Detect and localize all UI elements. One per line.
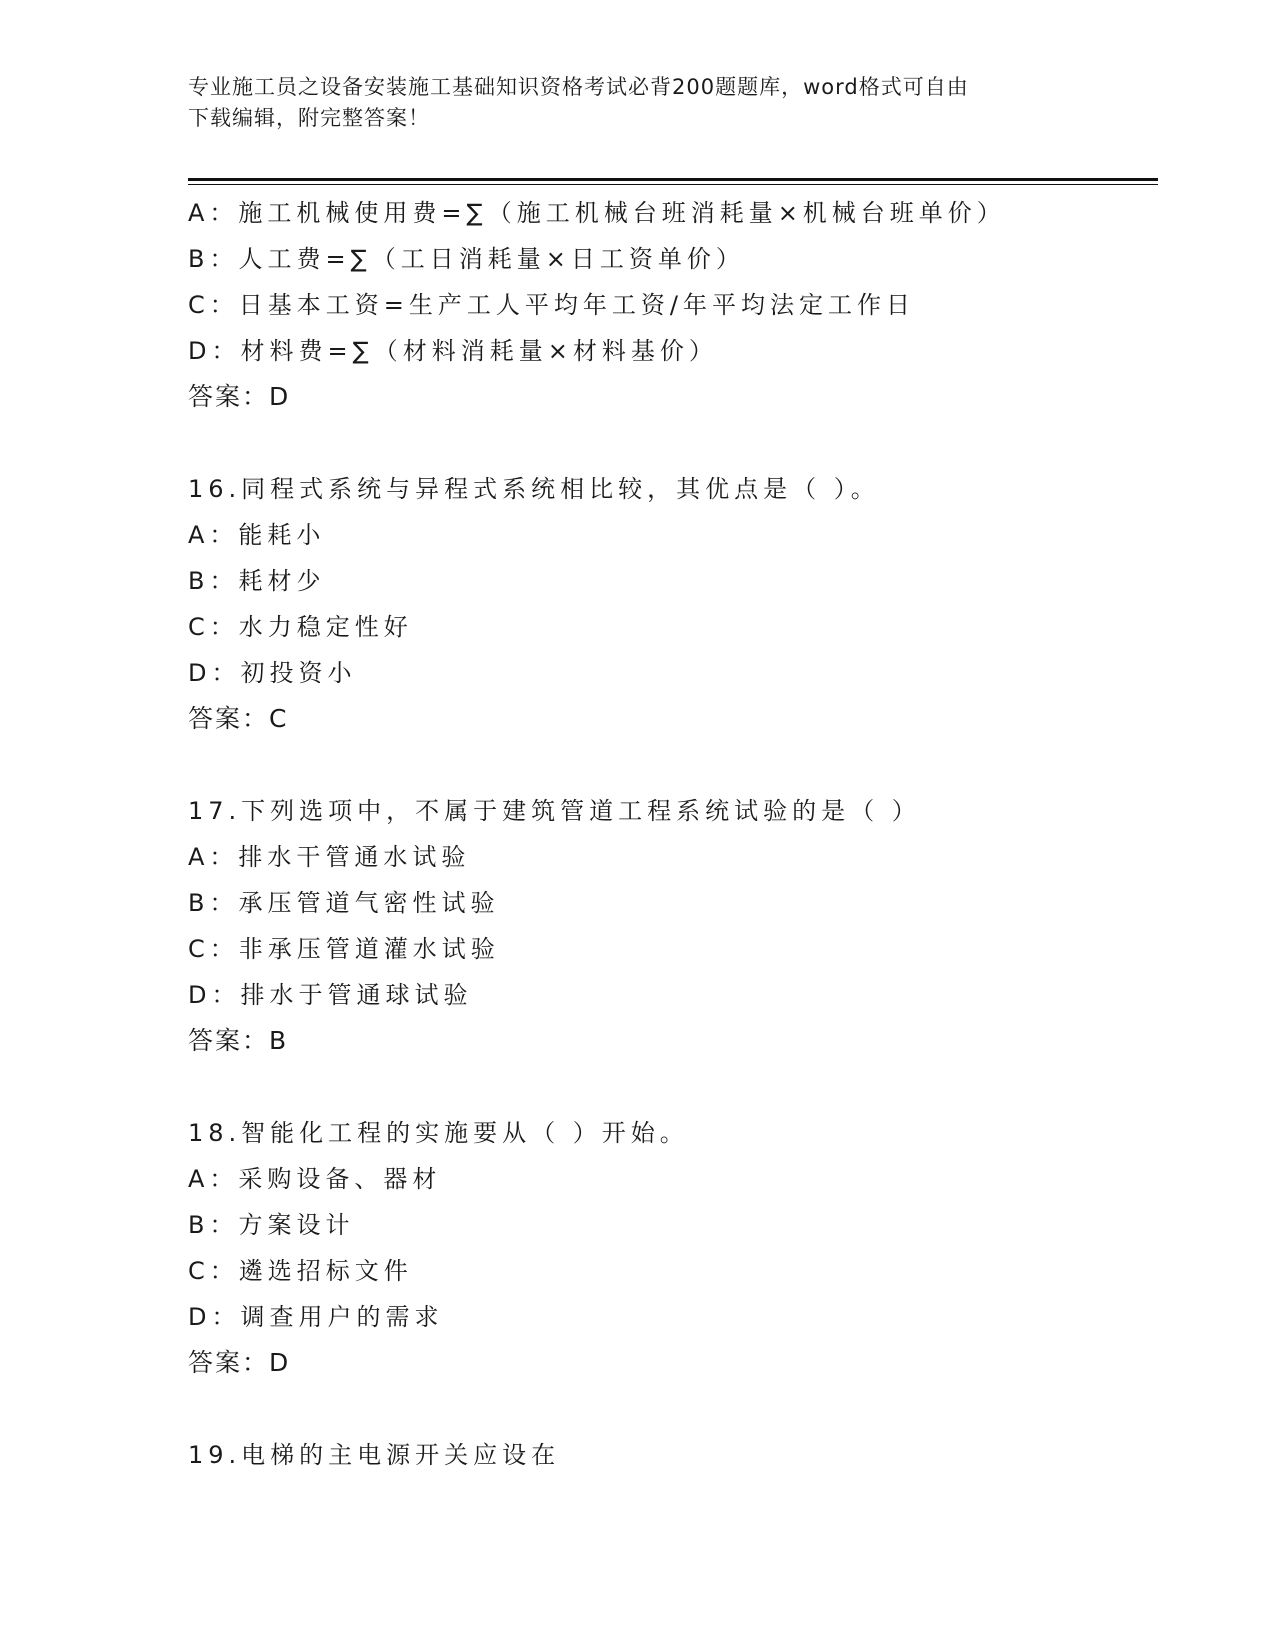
option-a: A：排水干管通水试验	[188, 843, 471, 871]
option-d: D：调查用户的需求	[188, 1303, 444, 1331]
question-block-16	[188, 466, 1158, 742]
option-a: A：采购设备、器材	[188, 1165, 442, 1193]
question-text: 17.下列选项中，不属于建筑管道工程系统试验的是（ ）	[188, 797, 921, 825]
question-block-19	[188, 1432, 1158, 1478]
option-d: D：材料费=∑（材料消耗量×材料基价）	[188, 337, 718, 365]
option-b: B：耗材少	[188, 567, 326, 595]
option-c: C：非承压管道灌水试验	[188, 935, 500, 963]
question-block-15	[188, 190, 1158, 420]
option-c: C：水力稳定性好	[188, 613, 413, 641]
option-c: C：日基本工资=生产工人平均年工资/年平均法定工作日	[188, 291, 915, 319]
option-c: C：遴选招标文件	[188, 1257, 413, 1285]
question-text: 18.智能化工程的实施要从（ ）开始。	[188, 1119, 689, 1147]
option-b: B：承压管道气密性试验	[188, 889, 500, 917]
question-list	[188, 190, 1158, 1478]
document-header	[188, 72, 1088, 134]
answer-line: 答案：C	[188, 704, 289, 733]
option-d: D：初投资小	[188, 659, 357, 687]
question-text: 19.电梯的主电源开关应设在	[188, 1441, 561, 1469]
option-b: B：方案设计	[188, 1211, 355, 1239]
option-a: A：能耗小	[188, 521, 326, 549]
question-text: 16.同程式系统与异程式系统相比较，其优点是（ ）。	[188, 475, 880, 503]
question-block-17	[188, 788, 1158, 1064]
question-block-18	[188, 1110, 1158, 1386]
header-line-1: 专业施工员之设备安装施工基础知识资格考试必背200题题库，word格式可自由	[188, 75, 969, 99]
answer-line: 答案：D	[188, 1348, 291, 1377]
option-b: B：人工费=∑（工日消耗量×日工资单价）	[188, 245, 745, 273]
spacer	[188, 1064, 1158, 1110]
spacer	[188, 742, 1158, 788]
answer-line: 答案：D	[188, 382, 291, 411]
option-a: A：施工机械使用费=∑（施工机械台班消耗量×机械台班单价）	[188, 199, 1006, 227]
answer-line: 答案：B	[188, 1026, 289, 1055]
spacer	[188, 420, 1158, 466]
header-divider-thin	[188, 184, 1158, 185]
header-divider-thick	[188, 178, 1158, 181]
option-d: D：排水于管通球试验	[188, 981, 473, 1009]
header-line-2: 下载编辑，附完整答案！	[188, 106, 430, 130]
spacer	[188, 1386, 1158, 1432]
